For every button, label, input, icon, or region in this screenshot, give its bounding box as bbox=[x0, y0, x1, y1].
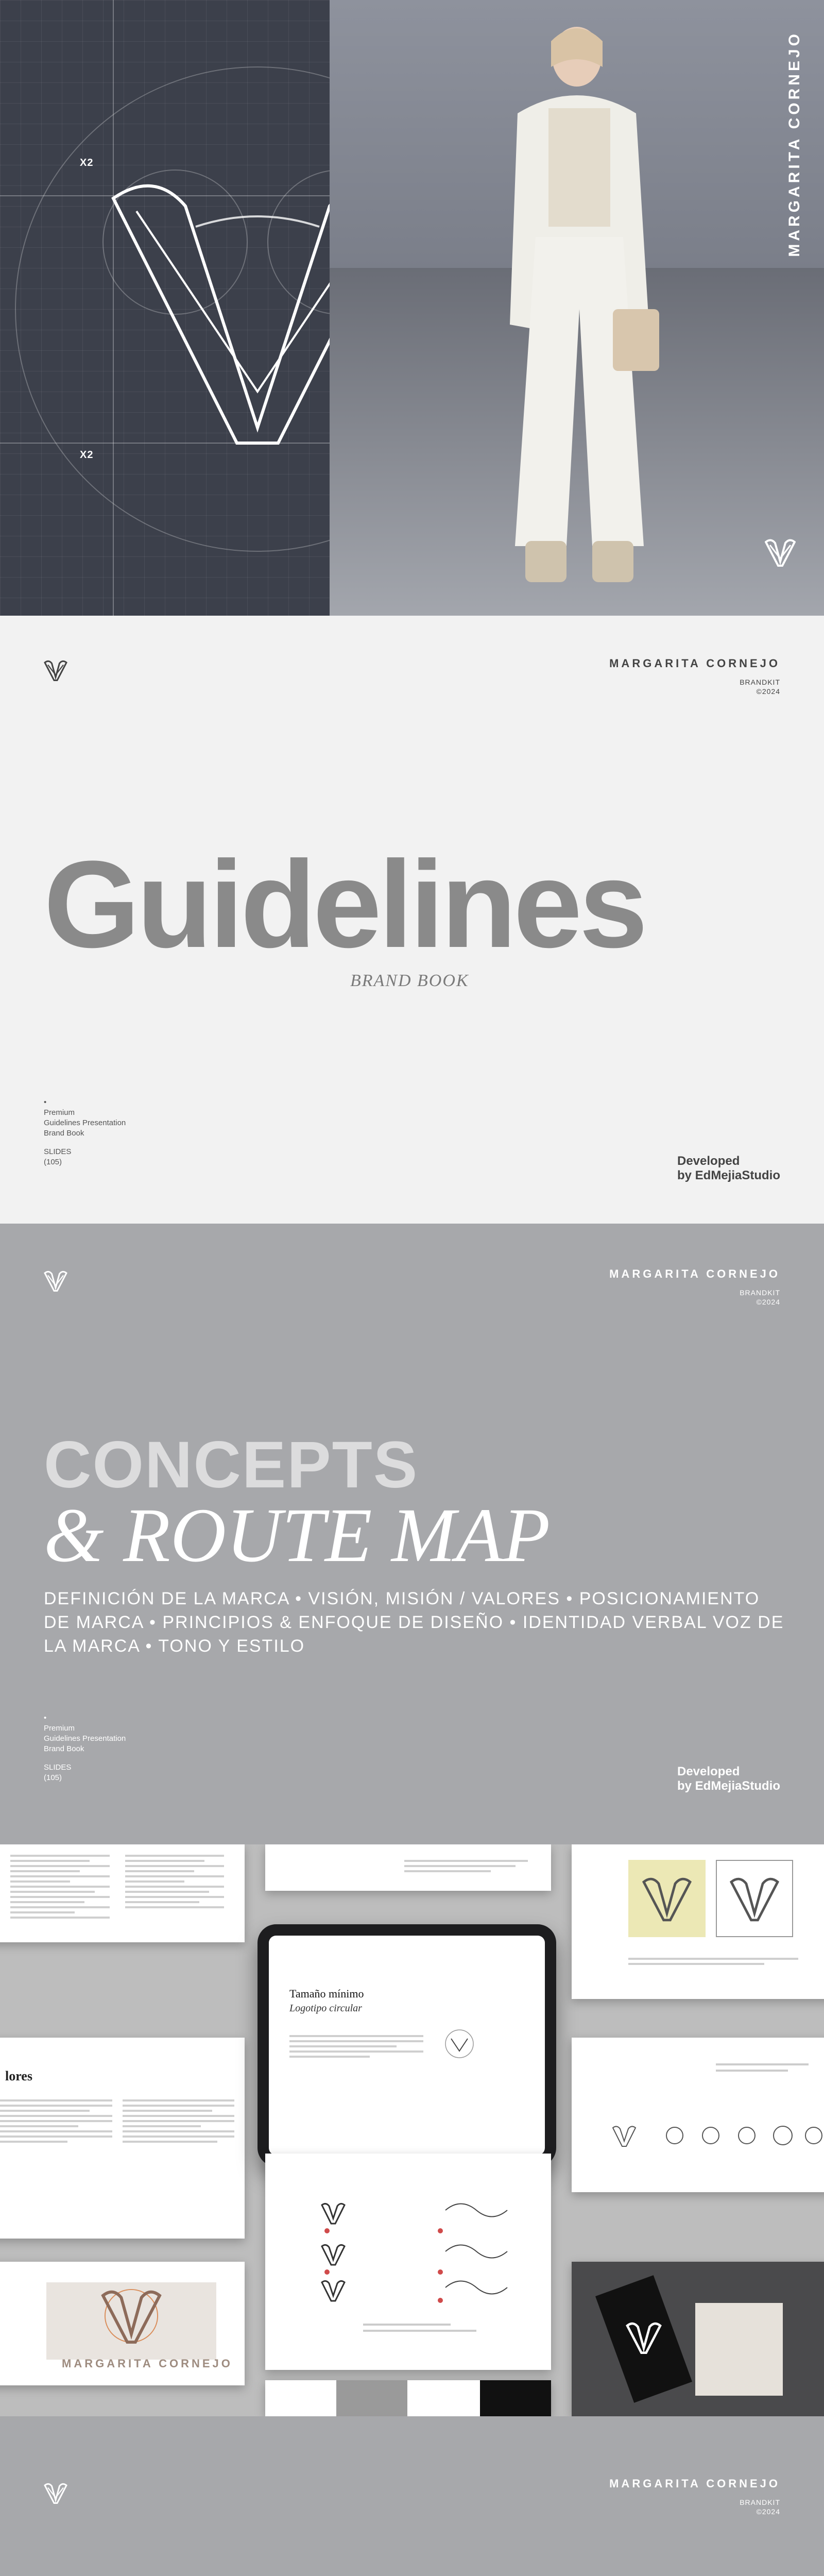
logo-variants-image bbox=[265, 2154, 551, 2370]
credit-line: Developed bbox=[677, 1154, 740, 1168]
mockup-index-card bbox=[0, 1844, 245, 1942]
mockup-values-card bbox=[0, 2038, 245, 2239]
brand-block bbox=[609, 657, 780, 696]
tablet-subtitle: Logotipo circular bbox=[289, 2003, 362, 2014]
section-title: CONCEPTS bbox=[44, 1428, 419, 1502]
brand-logo-icon bbox=[44, 2482, 67, 2504]
presentation-info bbox=[44, 1097, 126, 1167]
brand-name: MARGARITA CORNEJO bbox=[609, 2477, 780, 2490]
page-title: Guidelines bbox=[44, 835, 645, 973]
hero-section bbox=[0, 0, 824, 616]
grid-label: X2 bbox=[80, 449, 94, 461]
mockup-logo-grid-card bbox=[572, 1844, 824, 1999]
mockup-collage bbox=[0, 1844, 824, 2416]
presentation-info bbox=[44, 1713, 126, 1783]
mockup-logo-card bbox=[0, 2262, 245, 2385]
page-subtitle: BRAND BOOK bbox=[350, 971, 469, 990]
section-title-italic: & ROUTE MAP bbox=[44, 1493, 551, 1578]
model-figure-image bbox=[489, 21, 675, 603]
brand-name-vertical: MARGARITA CORNEJO bbox=[786, 31, 803, 257]
architecture-section bbox=[0, 2416, 824, 2576]
values-title: lores bbox=[5, 2069, 32, 2083]
concepts-section bbox=[0, 1224, 824, 1844]
mockup-text-card bbox=[265, 1844, 551, 1891]
info-line: Brand Book bbox=[44, 1744, 84, 1753]
brand-name: MARGARITA CORNEJO bbox=[62, 2357, 233, 2370]
brand-year: ©2024 bbox=[756, 2507, 780, 2516]
mockup-logo-variants-card bbox=[265, 2154, 551, 2370]
info-line: Brand Book bbox=[44, 1129, 84, 1138]
developer-credit bbox=[677, 1765, 780, 1793]
slides-count: (105) bbox=[44, 1773, 62, 1782]
circular-logo-icon bbox=[444, 2028, 475, 2059]
brand-logo-icon bbox=[729, 1875, 780, 1922]
bullet: • bbox=[44, 1098, 47, 1107]
brand-name: MARGARITA CORNEJO bbox=[609, 657, 780, 670]
info-line: Guidelines Presentation bbox=[44, 1118, 126, 1127]
brand-year: ©2024 bbox=[756, 687, 780, 696]
brand-logo-icon bbox=[44, 659, 67, 681]
tablet-screen bbox=[269, 1936, 545, 2155]
logo-construction-icon bbox=[98, 2287, 165, 2344]
slides-count: (105) bbox=[44, 1158, 62, 1166]
brand-name: MARGARITA CORNEJO bbox=[609, 1267, 780, 1280]
developer-credit bbox=[677, 1154, 780, 1183]
info-line: Premium bbox=[44, 1724, 75, 1733]
slides-label: SLIDES bbox=[44, 1147, 72, 1156]
mockup-color-card bbox=[265, 2380, 551, 2416]
topic-list: DEFINICIÓN DE LA MARCA • VISIÓN, MISIÓN / VALORES • POSICIONAMIENTO DE MARCA • PRINCIPIOS & ENFOQUE DE DISEÑO • IDENTIDAD VERBAL VOZ DE LA MARCA • TONO Y ESTILO bbox=[44, 1589, 784, 1656]
mockup-pattern-card bbox=[572, 2038, 824, 2192]
brand-block bbox=[609, 1267, 780, 1307]
pattern-icons-image bbox=[572, 2038, 824, 2192]
brand-block bbox=[609, 2477, 780, 2516]
bullet: • bbox=[44, 1714, 47, 1722]
brand-kit: BRANDKIT bbox=[740, 2498, 780, 2506]
slides-label: SLIDES bbox=[44, 1763, 72, 1772]
guidelines-cover bbox=[0, 616, 824, 1224]
credit-line: by EdMejiaStudio bbox=[677, 1779, 780, 1793]
info-line: Guidelines Presentation bbox=[44, 1734, 126, 1743]
grid-label: X2 bbox=[80, 157, 94, 168]
brand-logo-icon bbox=[626, 2321, 662, 2354]
tablet-title: Tamaño mínimo bbox=[289, 1987, 364, 2000]
credit-line: Developed bbox=[677, 1765, 740, 1778]
brand-logo-icon bbox=[765, 538, 796, 567]
tablet-mockup bbox=[258, 1924, 556, 2166]
brand-year: ©2024 bbox=[756, 1298, 780, 1306]
brand-kit: BRANDKIT bbox=[740, 1289, 780, 1297]
credit-line: by EdMejiaStudio bbox=[677, 1168, 780, 1182]
info-line: Premium bbox=[44, 1108, 75, 1117]
mockup-business-card bbox=[572, 2262, 824, 2416]
brand-kit: BRANDKIT bbox=[740, 678, 780, 686]
brand-logo-icon bbox=[641, 1875, 693, 1922]
brand-logo-icon bbox=[44, 1270, 67, 1292]
